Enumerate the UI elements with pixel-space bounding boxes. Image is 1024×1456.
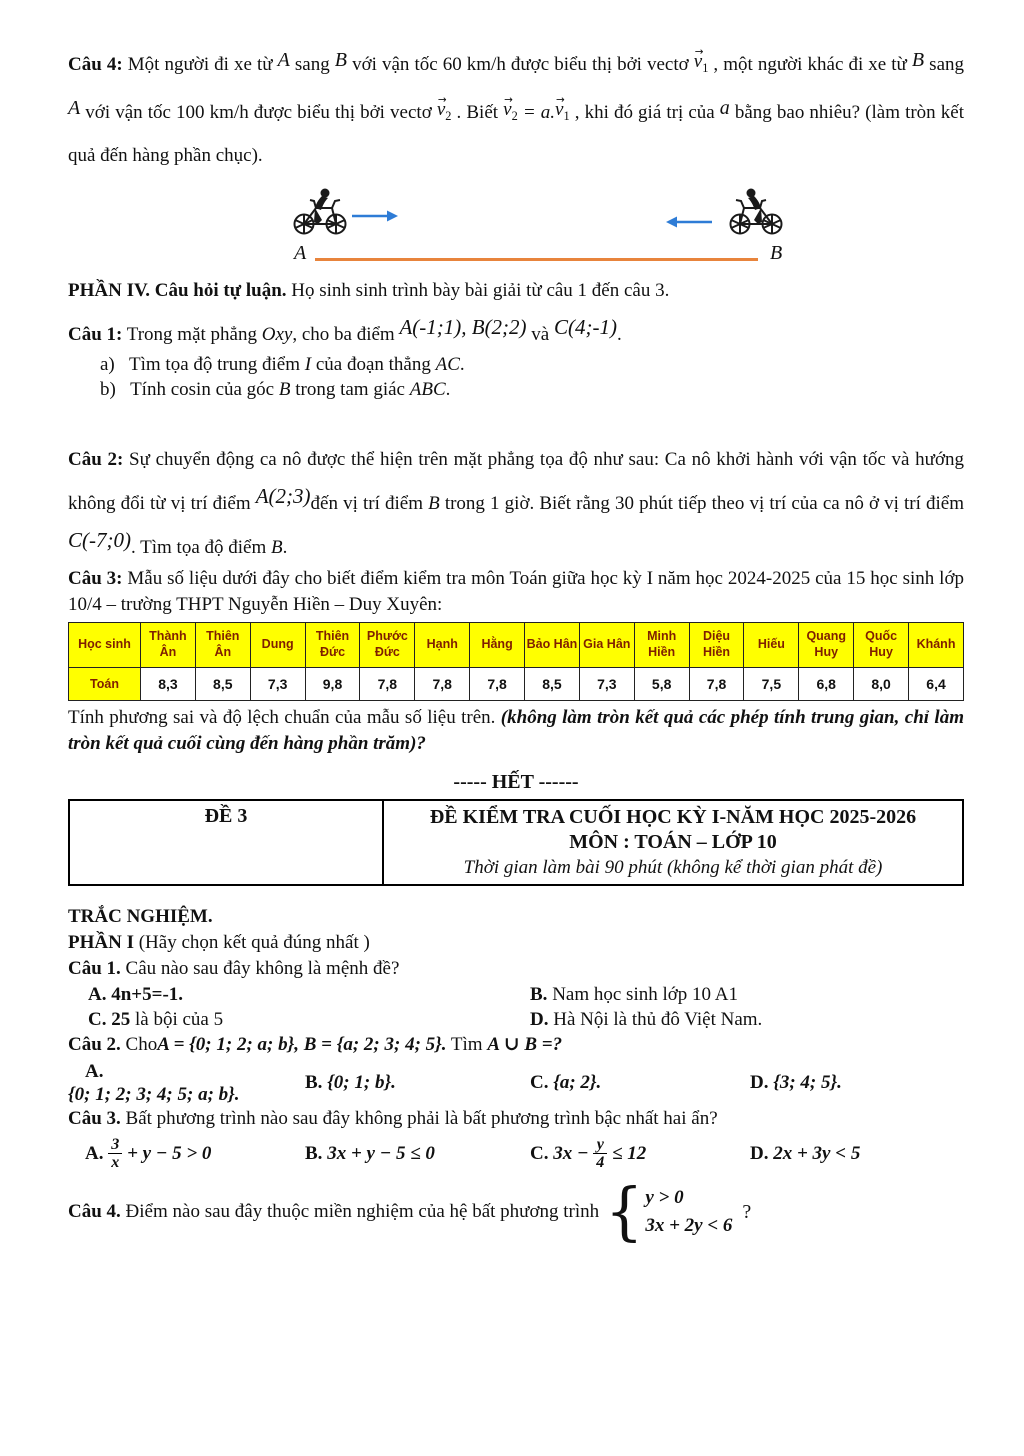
cyclist-B-icon: [726, 186, 784, 236]
student-header-cell: Thiên Ân: [195, 622, 250, 667]
cyclist-A-icon: [292, 186, 350, 236]
student-header-cell: Thành Ân: [141, 622, 196, 667]
mcq-q3-option-B: B. 3x + y − 5 ≤ 0: [305, 1142, 435, 1164]
score-cell: 7,8: [360, 667, 415, 700]
inequality-system: [605, 1174, 733, 1249]
exam-code-cell: ĐỀ 3: [69, 800, 383, 885]
point-A: A: [277, 49, 290, 71]
essay-question-3-intro: Câu 3: Mẫu số liệu dưới đây cho biết điểm kiểm tra môn Toán giữa học kỳ I năm học 2024-2025 của 15 học sinh lớp 10/4 – trường THPT Nguyễn Hiền – Duy Xuyên:: [68, 567, 964, 615]
score-cell: 9,8: [305, 667, 360, 700]
essay-q1-item-b: b) Tính cosin của góc B trong tam giác ABC.: [100, 378, 451, 400]
mcq-q2-options: [68, 1060, 964, 1106]
student-header-cell: Thiên Đức: [305, 622, 360, 667]
bicycle-figure: [68, 184, 964, 276]
student-header-cell: Minh Hiền: [634, 622, 689, 667]
question-mark: ?: [742, 1200, 752, 1223]
corner-header-cell: Học sinh: [69, 622, 141, 667]
student-header-cell: Dung: [250, 622, 305, 667]
point-C-coords: C(-7;0): [68, 527, 131, 552]
essay-q2-label: Câu 2:: [68, 448, 124, 470]
exam-title-cell: [383, 800, 963, 885]
variance-question: Tính phương sai và độ lệch chuẩn của mẫu số liệu trên. (không làm tròn kết quả các phép tính trung gian, chỉ làm tròn kết quả cuối cùng đến hàng phần trăm)?: [68, 706, 964, 754]
score-cell: 8,3: [141, 667, 196, 700]
end-marker: ----- HẾT ------: [453, 770, 579, 793]
student-header-cell: Diệu Hiền: [689, 622, 744, 667]
student-header-cell: Quang Huy: [799, 622, 854, 667]
score-cell: 5,8: [634, 667, 689, 700]
velocity-arrow-right-icon: [352, 210, 398, 222]
exam-header-table: [68, 799, 964, 886]
mcq-q2-option-B: B. {0; 1; b}.: [305, 1072, 396, 1094]
mcq-q2-option-A: A. {0; 1; 2; 3; 4; 5; a; b}.: [68, 1060, 240, 1105]
mcq-q1-option-A: A. 4n+5=-1.: [88, 983, 184, 1005]
vector-v2-notation: $v_2$ →: [503, 90, 518, 136]
figure-label-A: A: [294, 241, 307, 264]
score-cell: 6,4: [909, 667, 964, 700]
student-header-cell: Phước Đức: [360, 622, 415, 667]
question-4-label: Câu 4:: [68, 54, 123, 75]
velocity-arrow-left-icon: [666, 216, 712, 228]
part-4-heading: PHẦN IV. Câu hỏi tự luận. Họ sinh sinh trình bày bài giải từ câu 1 đến câu 3.: [68, 279, 670, 301]
left-brace: {: [605, 1174, 644, 1249]
mcq-q3-option-A: A. $\frac{3}{x}$ + y − 5 > 0: [85, 1135, 212, 1172]
fraction-y-over-4: $\frac{y}{4}$: [593, 1136, 607, 1173]
student-header-cell: Hằng: [470, 622, 525, 667]
score-cell: 7,5: [744, 667, 799, 700]
union-question: A ∪ B =?: [487, 1033, 563, 1055]
variable-a: a: [719, 96, 730, 119]
score-cell: 6,8: [799, 667, 854, 700]
exam-duration: Thời gian làm bài 90 phút (không kể thời gian phát đề): [463, 856, 883, 878]
essay-q1-item-a: a) Tìm tọa độ trung điểm I của đoạn thẳng AC.: [100, 353, 465, 375]
essay-question-1: Câu 1: Trong mặt phẳng Oxy, cho ba điểm A(-1;1), B(2;2) và C(4;-1).: [68, 314, 622, 345]
essay-question-2: Câu 2: Sự chuyển động ca nô được thể hiện trên mặt phẳng tọa độ như sau: Ca nô khởi hành với vận tốc và hướng không đổi từ vị trí điểm A(2;3)đến vị trí điểm B trong 1 giờ. Biết rằng 30 phút tiếp theo vị trí của ca nô ở vị trí điểm C(-7;0). Tìm tọa độ điểm B.: [68, 448, 964, 558]
figure-label-B: B: [770, 241, 783, 264]
exam-subject: MÔN : TOÁN – LỚP 10: [569, 830, 777, 853]
student-header-cell: Khánh: [909, 622, 964, 667]
inequality-1: y > 0: [645, 1186, 684, 1208]
score-cell: 7,8: [415, 667, 470, 700]
essay-q3-label: Câu 3:: [68, 567, 123, 589]
mcq-q1-option-C: C. 25 là bội của 5: [88, 1008, 224, 1030]
mcq-q3-stem: Câu 3. Bất phương trình nào sau đây không phải là bất phương trình bậc nhất hai ẩn?: [68, 1107, 718, 1129]
vector-v1-notation: $v_1$ →: [555, 90, 570, 136]
student-header-cell: Bảo Hân: [525, 622, 580, 667]
mcq-q3-option-C: C. 3x − $\frac{y}{4}$ ≤ 12: [530, 1135, 647, 1172]
fraction-3-over-x: $\frac{3}{x}$: [108, 1136, 122, 1173]
score-table: [68, 622, 964, 701]
exam-title: ĐỀ KIỂM TRA CUỐI HỌC KỲ I-NĂM HỌC 2025-2026: [429, 805, 917, 828]
point-B: B: [911, 49, 925, 71]
student-header-cell: Hạnh: [415, 622, 470, 667]
point-C-coords: C(4;-1): [553, 314, 617, 339]
points-AB-coords: A(-1;1), B(2;2): [399, 314, 527, 339]
mcq-q3-option-D: D. 2x + 3y < 5: [750, 1142, 861, 1164]
score-cell: 7,3: [250, 667, 305, 700]
mcq-q2-option-C: C. {a; 2}.: [530, 1072, 602, 1094]
essay-q1-label: Câu 1:: [68, 323, 123, 345]
road-line: [315, 258, 758, 261]
mcq-q2-stem: Câu 2. ChoA = {0; 1; 2; a; b}, B = {a; 2; 3; 4; 5}. Tìm A ∪ B =?: [68, 1033, 563, 1055]
mcq-q1-options-row1: [68, 982, 964, 1007]
mcq-q3-options: [68, 1134, 964, 1174]
question-4-vector: Câu 4: Một người đi xe từ A sang B với vận tốc 60 km/h được biểu thị bởi vectơ $v_1$ → , một người khác đi xe từ B sang A với vận tốc 100 km/h được biểu thị bởi vectơ $v_2$ → . Biết $v_2$ → = $a.v_1$ → , khi đó giá trị của a bằng bao nhiêu? (làm tròn kết quả đến hàng phần chục).: [68, 40, 964, 176]
mcq-q1-stem: Câu 1. Câu nào sau đây không là mệnh đề?: [68, 957, 400, 979]
row-label-cell: Toán: [69, 667, 141, 700]
score-cell: 8,0: [854, 667, 909, 700]
student-header-cell: Hiếu: [744, 622, 799, 667]
mcq-q2-option-D: D. {3; 4; 5}.: [750, 1072, 842, 1094]
score-cell: 7,3: [579, 667, 634, 700]
mcq-part-1-heading: PHẦN I (Hãy chọn kết quả đúng nhất ): [68, 931, 370, 953]
score-cell: 8,5: [195, 667, 250, 700]
score-cell: 8,5: [525, 667, 580, 700]
inequality-2: 3x + 2y < 6: [645, 1214, 733, 1236]
student-header-cell: Quốc Huy: [854, 622, 909, 667]
score-table-header-row: [69, 622, 964, 667]
vector-v2-notation: $v_2$ →: [437, 90, 452, 136]
score-table-data-row: [69, 667, 964, 700]
mcq-q1-option-D: D. Hà Nội là thủ đô Việt Nam.: [530, 1008, 763, 1030]
mcq-q4-stem: Câu 4. Điểm nào sau đây thuộc miền nghiệm của hệ bất phương trình { y > 0 3x + 2y < 6 ?: [68, 1174, 752, 1249]
score-cell: 7,8: [470, 667, 525, 700]
point-B: B: [334, 49, 348, 71]
student-header-cell: Gia Hân: [579, 622, 634, 667]
mcq-q1-options-row2: [68, 1007, 964, 1032]
mcq-q1-option-B: B. Nam học sinh lớp 10 A1: [530, 983, 738, 1005]
mcq-section-heading: TRẮC NGHIỆM.: [68, 905, 213, 927]
point-A: A: [68, 96, 81, 119]
oxy-plane: Oxy: [261, 323, 293, 345]
vector-v1-notation: $v_1$ →: [694, 42, 709, 88]
point-A-coords: A(2;3): [255, 483, 311, 508]
set-definition: A = {0; 1; 2; a; b}, B = {a; 2; 3; 4; 5}.: [157, 1033, 447, 1055]
score-cell: 7,8: [689, 667, 744, 700]
